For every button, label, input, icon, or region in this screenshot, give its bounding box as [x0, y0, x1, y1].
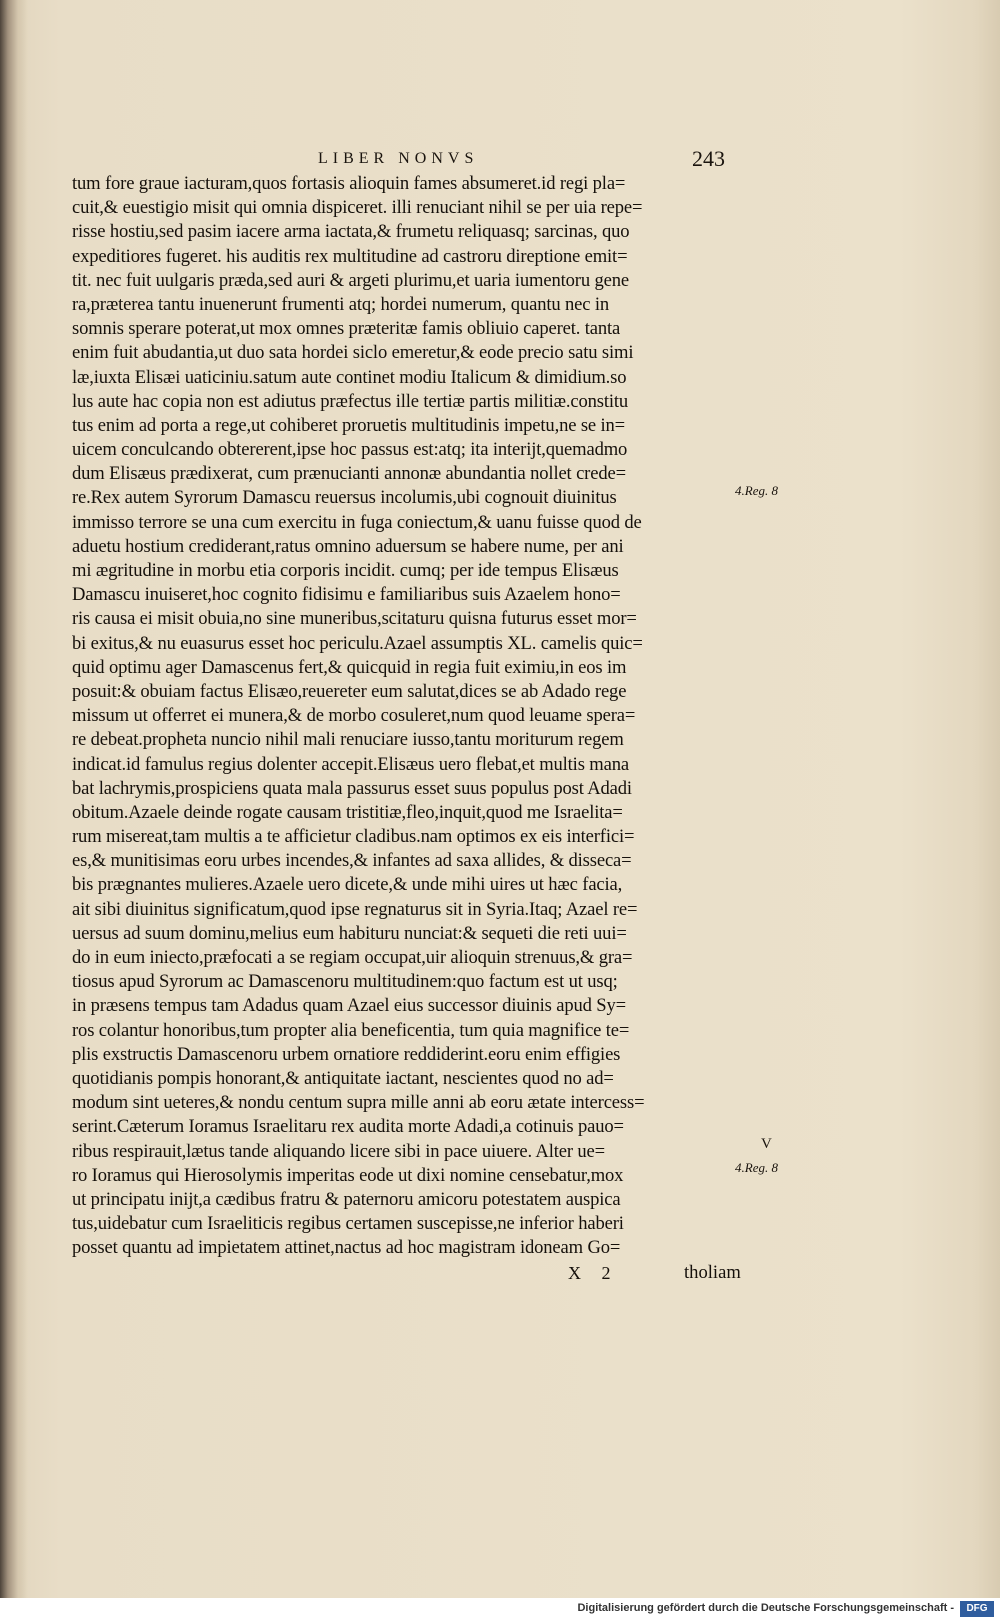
text-line: tum fore graue iacturam,quos fortasis alioquin fames absumeret.id regi pla= — [72, 173, 626, 194]
catchword: tholiam — [684, 1262, 741, 1283]
funding-credit: Digitalisierung gefördert durch die Deutsche Forschungsgemeinschaft - — [577, 1602, 954, 1614]
text-line: bi exitus,& nu euasurus esset hoc periculu.Azael assumptis XL. camelis quic= — [72, 632, 643, 654]
marginal-reference: 4.Reg. 8 — [735, 483, 778, 498]
text-line: bat lachrymis,prospiciens quata mala passurus esset suus populus post Adadi — [72, 777, 632, 799]
text-line: ro Ioramus qui Hierosolymis imperitas eode ut dixi nomine censebatur,mox — [72, 1164, 624, 1186]
text-line: bis prægnantes mulieres.Azaele uero dicete,& unde mihi uires ut hæc facia, — [72, 874, 623, 896]
text-line: obitum.Azaele deinde rogate causam tristitiæ,fleo,inquit,quod me Israelita= — [72, 801, 623, 823]
text-line: posset quantu ad impietatem attinet,nactus ad hoc magistram idoneam Go= — [72, 1237, 621, 1259]
text-line: ra,præterea tantu inuenerunt frumenti atq; hordei numerum, quantu nec in — [72, 293, 610, 315]
text-line: plis exstructis Damascenoru urbem ornatiore reddiderint.eoru enim effigies — [72, 1043, 621, 1065]
text-line: læ,iuxta Elisæi uaticiniu.satum aute continet modiu Italicum & dimidium.so — [72, 366, 627, 388]
dfg-logo: DFG — [960, 1601, 994, 1617]
text-line: quotidianis pompis honorant,& antiquitate iactant, nescientes quod no ad= — [72, 1067, 614, 1089]
section-mark: V — [761, 1136, 772, 1152]
text-line: posuit:& obuiam factus Elisæo,reuereter eum salutat,dices se ab Adado rege — [72, 680, 627, 702]
text-line: indicat.id famulus regius dolenter accepit.Elisæus uero flebat,et multis mana — [72, 753, 629, 775]
text-line: ait sibi diuinitus significatum,quod ipse regnaturus sit in Syria.Itaq; Azael re= — [72, 898, 638, 920]
text-line: in præsens tempus tam Adadus quam Azael eius successor diuinis apud Sy= — [72, 995, 626, 1017]
text-line: modum sint ueteres,& nondu centum supra mille anni ab eoru ætate intercess= — [72, 1092, 645, 1114]
text-line: ros colantur honoribus,tum propter alia beneficentia, tum quia magnifice te= — [72, 1019, 630, 1041]
page-number: 243 — [692, 146, 725, 171]
text-line: lus aute hac copia non est adiutus præfectus ille tertiæ partis militiæ.constitu — [72, 390, 629, 412]
text-line: tiosus apud Syrorum ac Damascenoru multitudinem:quo factum est ut usq; — [72, 971, 618, 993]
text-line: re debeat.propheta nuncio nihil mali renuciare iusso,tantu moriturum regem — [72, 729, 624, 751]
text-line: quid optimu ager Damascenus fert,& quicquid in regia fuit eximiu,in eos im — [72, 656, 627, 678]
text-line: tus,uidebatur cum Israeliticis regibus certamen suscepisse,ne inferior haberi — [72, 1213, 624, 1235]
text-line: ut principatu inijt,a cædibus fratru & paternoru amicoru potestatem auspica — [72, 1188, 621, 1210]
text-line: es,& munitisimas eoru urbes incendes,& infantes ad saxa allides, & disseca= — [72, 850, 632, 872]
signature-mark: X 2 — [568, 1263, 619, 1283]
text-line: rum misereat,tam multis a te afficietur cladibus.nam optimos ex eis interfici= — [72, 826, 635, 848]
text-line: immisso terrore se una cum exercitu in fuga coniectum,& uanu fuisse quod de — [72, 511, 642, 533]
running-head: LIBER NONVS — [318, 150, 479, 167]
text-line: mi ægritudine in morbu etia corporis incidit. cumq; per ide tempus Elisæus — [72, 560, 619, 581]
text-line: do in eum iniecto,præfocati a se regiam occupat,uir alioquin strenuus,& gra= — [72, 947, 633, 968]
text-line: dum Elisæus prædixerat, cum prænucianti annonæ abundantia nollet crede= — [72, 463, 626, 485]
book-gutter — [0, 0, 28, 1598]
body-text — [72, 172, 772, 1260]
text-line: Damascu inuiseret,hoc cognito fidisimu e familiaribus suis Azaelem hono= — [72, 584, 621, 606]
text-line: ribus respirauit,lætus tande aliquando licere sibi in pace uiuere. Alter ue= — [72, 1140, 605, 1162]
text-line: uicem conculcando obtererent,ipse hoc passus est:atq; ita interijt,quemadmo — [72, 439, 628, 461]
book-page — [28, 0, 1000, 1598]
text-line: somnis sperare poterat,ut mox omnes præteritæ famis obliuio caperet. tanta — [72, 318, 621, 340]
text-line: cuit,& euestigio misit qui omnia dispiceret. illi renuciant nihil se per uia repe= — [72, 197, 643, 219]
text-line: tit. nec fuit uulgaris præda,sed auri & argeti plurimu,et uaria iumentoru gene — [72, 269, 629, 291]
text-line: uersus ad suum dominu,melius eum habituru nunciat:& sequeti die reti uui= — [72, 922, 627, 944]
text-line: risse hostiu,sed pasim iacere arma iactata,& frumetu reliquasq; sarcinas, quo — [72, 221, 630, 243]
text-line: ris causa ei misit obuia,no sine muneribus,scitaturu quisna futurus esset mor= — [72, 608, 637, 630]
text-line: serint.Cæterum Ioramus Israelitaru rex audita morte Adadi,a cotinuis pauo= — [72, 1116, 624, 1138]
digitization-footer — [0, 1598, 1000, 1622]
text-line: tus enim ad porta a rege,ut cohiberet proruetis multitudinis impetu,ne se in= — [72, 414, 625, 436]
text-line: missum ut offerret ei munera,& de morbo cosuleret,num quod leuame spera= — [72, 705, 636, 727]
text-line: aduetu hostium crediderant,ratus omnino aduersum se habere nume, per ani — [72, 535, 624, 557]
text-line: expeditiores fugeret. his auditis rex multitudine ad castroru direptione emit= — [72, 245, 628, 267]
text-line: re.Rex autem Syrorum Damascu reuersus incolumis,ubi cognouit diuinitus — [72, 487, 617, 509]
text-line: enim fuit abudantia,ut duo sata hordei siclo emeretur,& eode precio satu simi — [72, 342, 634, 364]
marginal-reference: 4.Reg. 8 — [735, 1160, 778, 1175]
